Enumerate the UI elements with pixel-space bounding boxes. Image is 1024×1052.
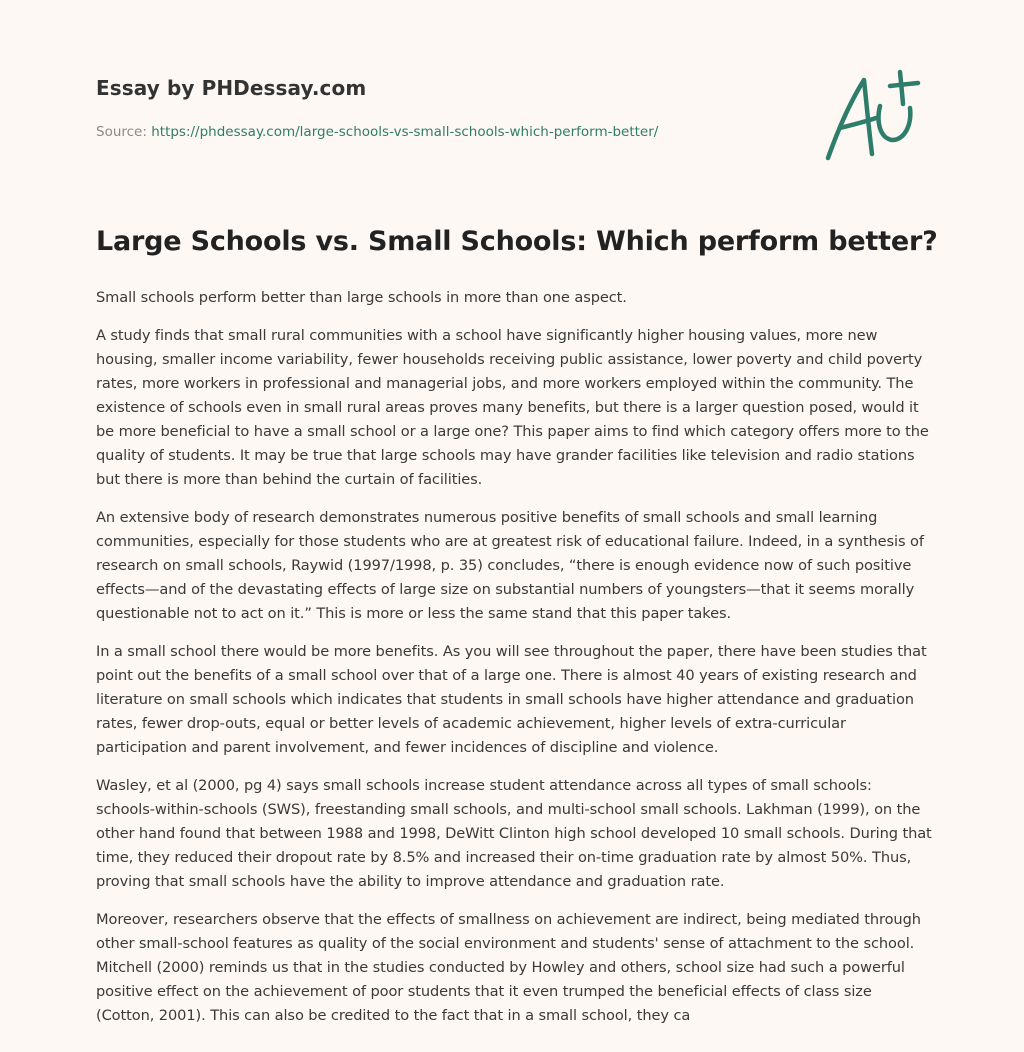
source-label: Source: [96,124,147,140]
essay-body [96,286,932,1052]
a-plus-logo-icon [824,68,928,164]
essay-paragraph: A study finds that small rural communities with a school have significantly higher housing values, more new housing, smaller income variability, fewer households receiving public assistance, lower poverty and child poverty rates, more workers in professional and managerial jobs, and more workers employed within the community. The existence of schools even in small rural areas proves many benefits, but there is a larger question posed, would it be more beneficial to have a small school or a large one? This paper aims to find which category offers more to the quality of students. It may be true that large schools may have grander facilities like television and radio stations but there is more than behind the curtain of facilities. [96,327,929,488]
essay-paragraph: In a small school there would be more benefits. As you will see throughout the paper, there have been studies that point out the benefits of a small school over that of a large one. There is almost 40 years of existing research and literature on small schools which indicates that students in small schools have higher attendance and graduation rates, fewer drop-outs, equal or better levels of academic achievement, higher levels of extra-curricular participation and parent involvement, and fewer incidences of discipline and violence. [96,643,927,756]
essay-title: Large Schools vs. Small Schools: Which perform better? [96,226,938,257]
essay-paragraph: Wasley, et al (2000, pg 4) says small schools increase student attendance across all types of small schools: schools-within-schools (SWS), freestanding small schools, and multi-school small schools. Lakhman (1999), on the other hand found that between 1988 and 1998, DeWitt Clinton high school developed 10 small schools. During that time, they reduced their dropout rate by 8.5% and increased their on-time graduation rate by almost 50%. Thus, proving that small schools have the ability to improve attendance and graduation rate. [96,777,932,890]
essay-paragraph: Moreover, researchers observe that the effects of smallness on achievement are indirect, being mediated through other small-school features as quality of the social environment and students' sense of attachment to the school. Mitchell (2000) reminds us that in the studies conducted by Howley and others, school size had such a powerful positive effect on the achievement of poor students that it even trumped the beneficial effects of class size (Cotton, 2001). This can also be credited to the fact that in a small school, they ca [96,911,921,1024]
page-header [96,0,928,200]
essay-paragraph: An extensive body of research demonstrates numerous positive benefits of small schools and small learning communities, especially for those students who are at greatest risk of educational failure. Indeed, in a synthesis of research on small schools, Raywid (1997/1998, p. 35) concludes, “there is enough evidence now of such positive effects—and of the devastating effects of large size on substantial numbers of youngsters—that it seems morally questionable not to act on it.” This is more or less the same stand that this paper takes. [96,509,924,622]
essay-paragraph: Small schools perform better than large schools in more than one aspect. [96,289,627,306]
source-line [96,124,658,140]
source-link[interactable]: https://phdessay.com/large-schools-vs-small-schools-which-perform-better/ [151,124,659,140]
brand-title: Essay by PHDessay.com [96,76,367,100]
